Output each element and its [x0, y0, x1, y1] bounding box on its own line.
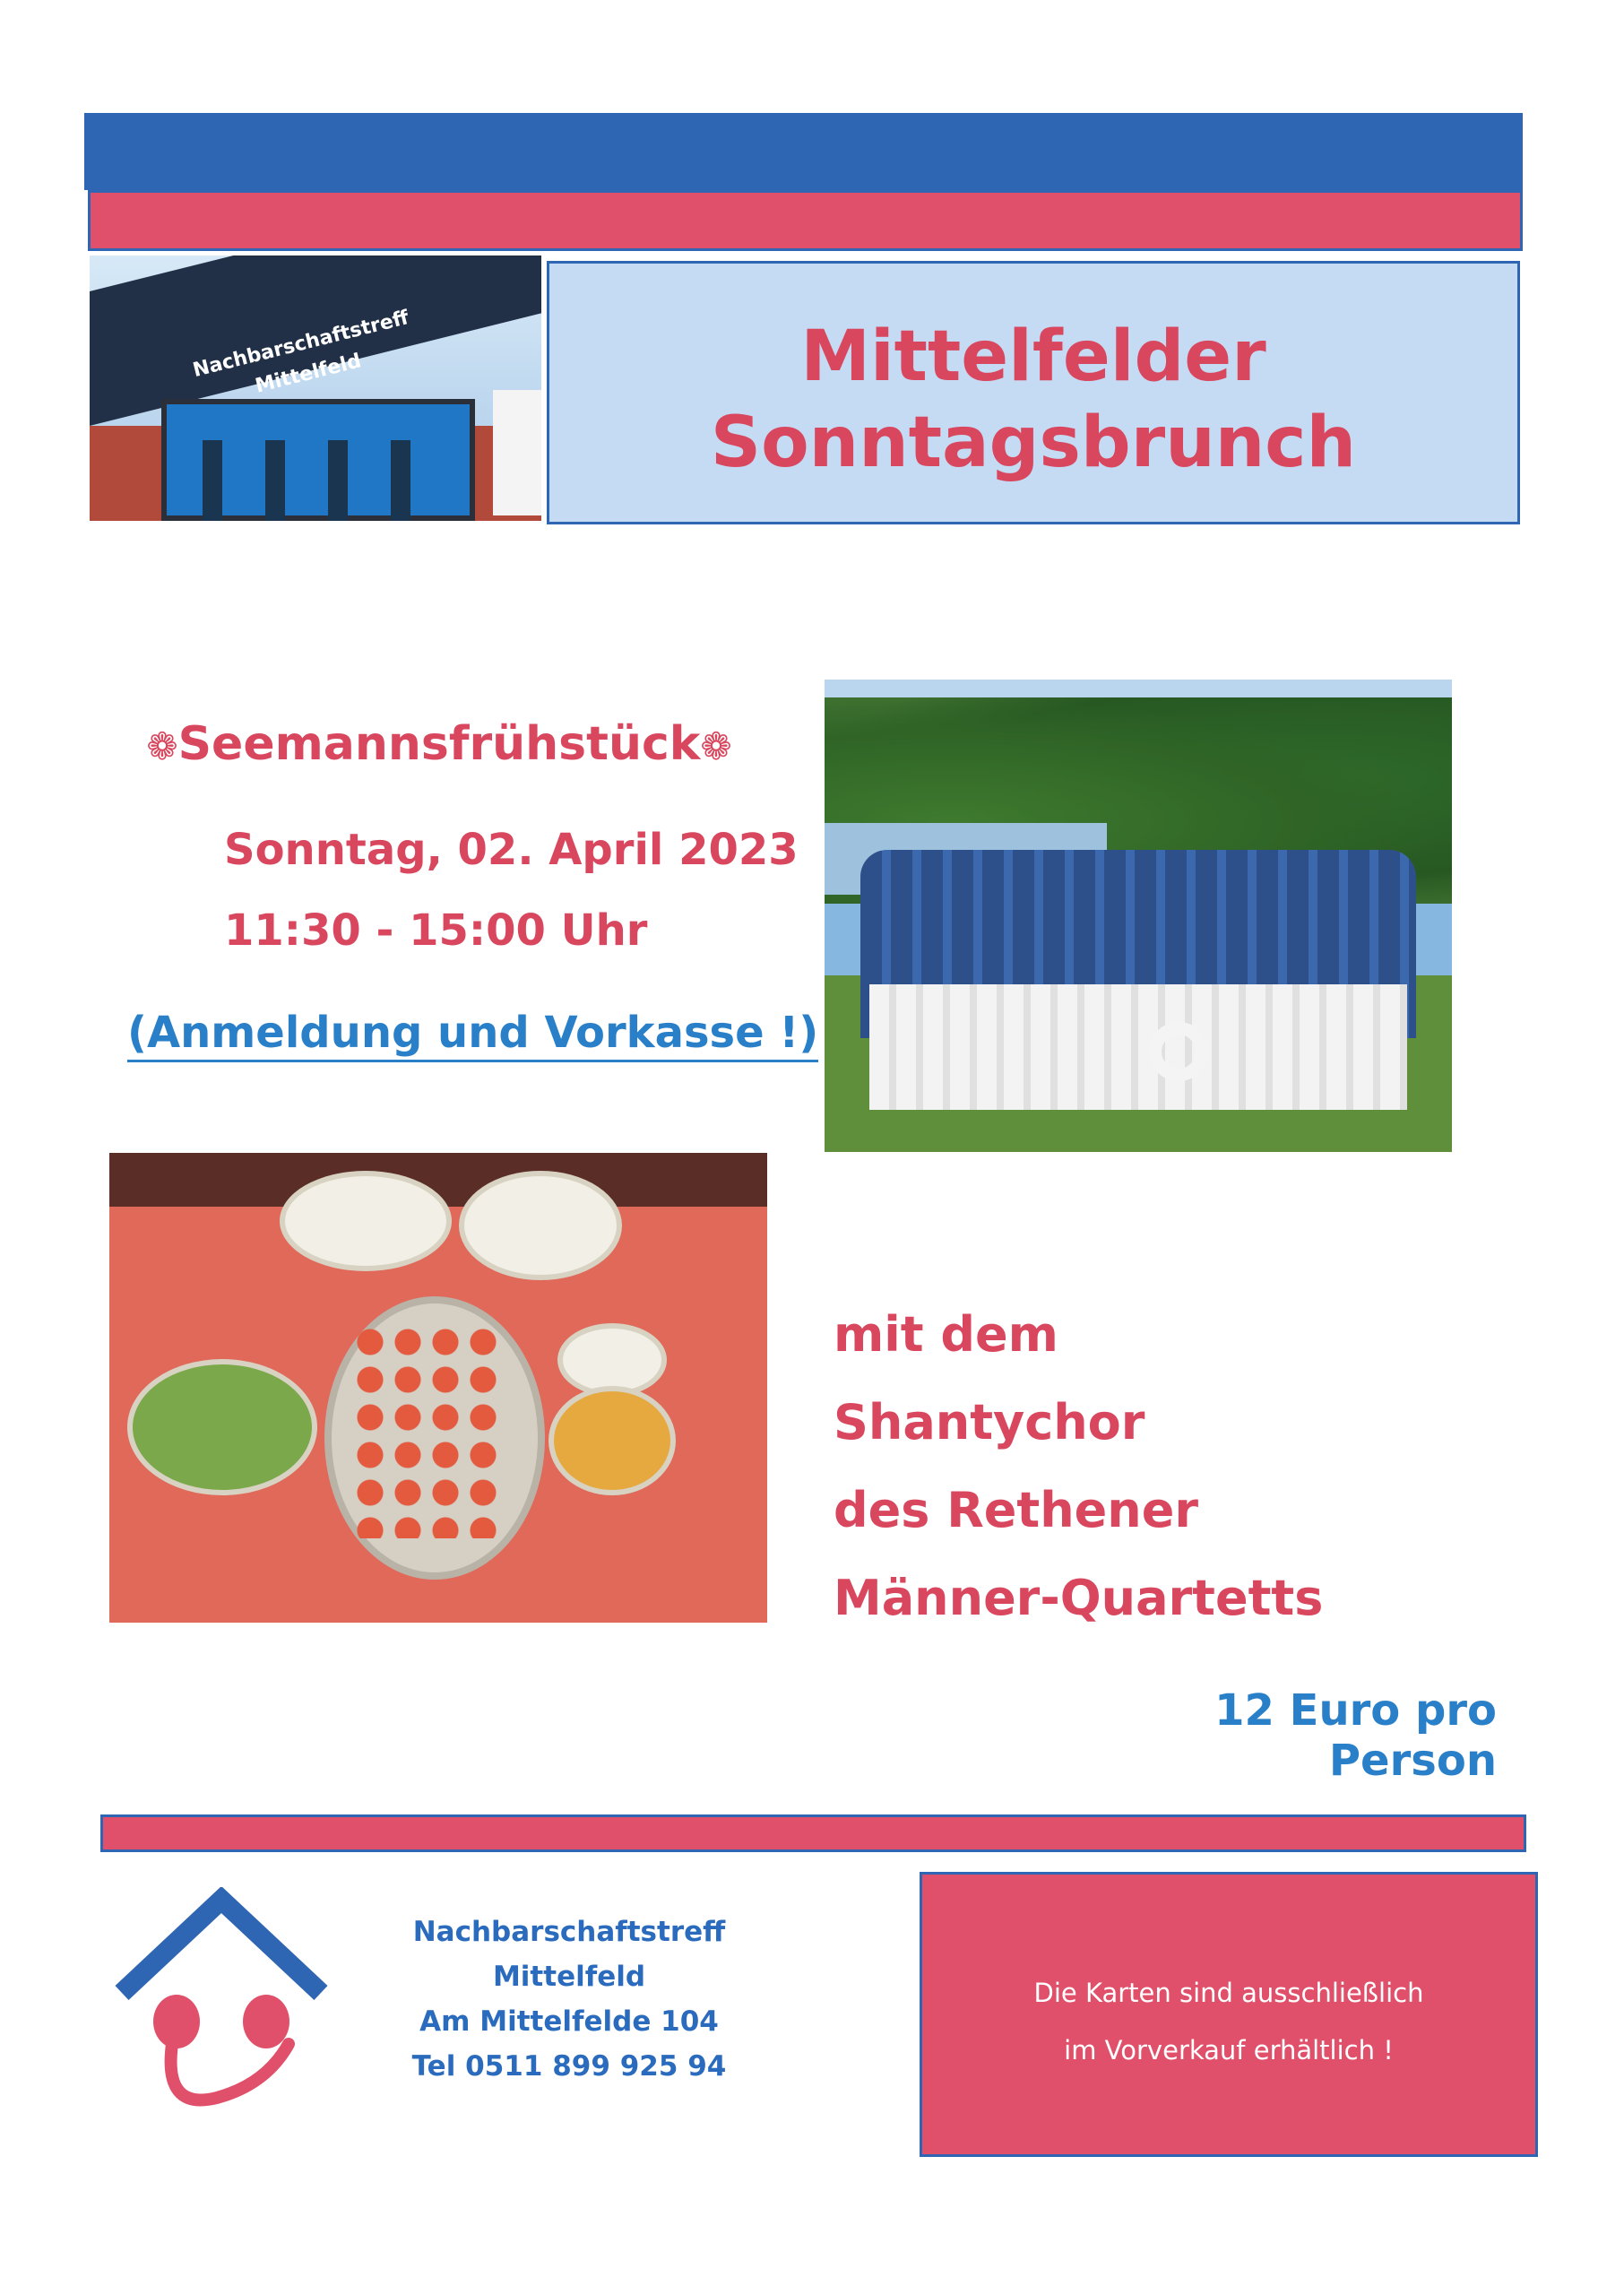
top-red-stripe — [88, 190, 1523, 251]
choir-description — [834, 1291, 1323, 1642]
house-smiley-logo-icon — [109, 1887, 333, 2120]
event-name-text: Seemannsfrühstück — [177, 717, 701, 771]
contact-line: Nachbarschaftstreff — [412, 1916, 726, 1948]
contact-line: Mittelfeld — [492, 1961, 646, 1993]
buffet-photo — [109, 1153, 767, 1623]
choir-line: Shantychor — [834, 1394, 1145, 1451]
page-title-line1: Mittelfelder — [800, 316, 1266, 397]
ticket-notice-line: Die Karten sind ausschließlich — [1033, 1978, 1424, 2008]
event-time: 11:30 - 15:00 Uhr — [224, 905, 648, 956]
flower-icon: ❁ — [146, 724, 178, 768]
contact-phone: Tel 0511 899 925 94 — [411, 2050, 727, 2083]
contact-line: Am Mittelfelde 104 — [419, 2005, 719, 2038]
page-title-line2: Sonntagsbrunch — [710, 403, 1357, 483]
flower-icon: ❁ — [700, 724, 732, 768]
event-date: Sonntag, 02. April 2023 — [224, 825, 799, 875]
choir-line: Männer-Quartetts — [834, 1570, 1324, 1626]
title-box — [547, 261, 1520, 524]
contact-address — [394, 1910, 744, 2089]
registration-note: (Anmeldung und Vorkasse !) — [127, 1008, 818, 1062]
choir-line: mit dem — [834, 1306, 1058, 1363]
choir-line: des Rethener — [834, 1482, 1199, 1538]
building-sign-text: Nachbarschaftstreff Mittelfeld — [190, 306, 411, 398]
top-blue-stripe — [84, 113, 1523, 190]
bottom-red-stripe — [100, 1814, 1526, 1852]
event-name — [143, 717, 735, 771]
building-photo — [90, 255, 541, 521]
ticket-notice-box — [920, 1872, 1538, 2157]
price: 12 Euro pro Person — [1214, 1685, 1497, 1786]
choir-photo — [825, 680, 1452, 1152]
ticket-notice-line: im Vorverkauf erhältlich ! — [1064, 2035, 1394, 2066]
